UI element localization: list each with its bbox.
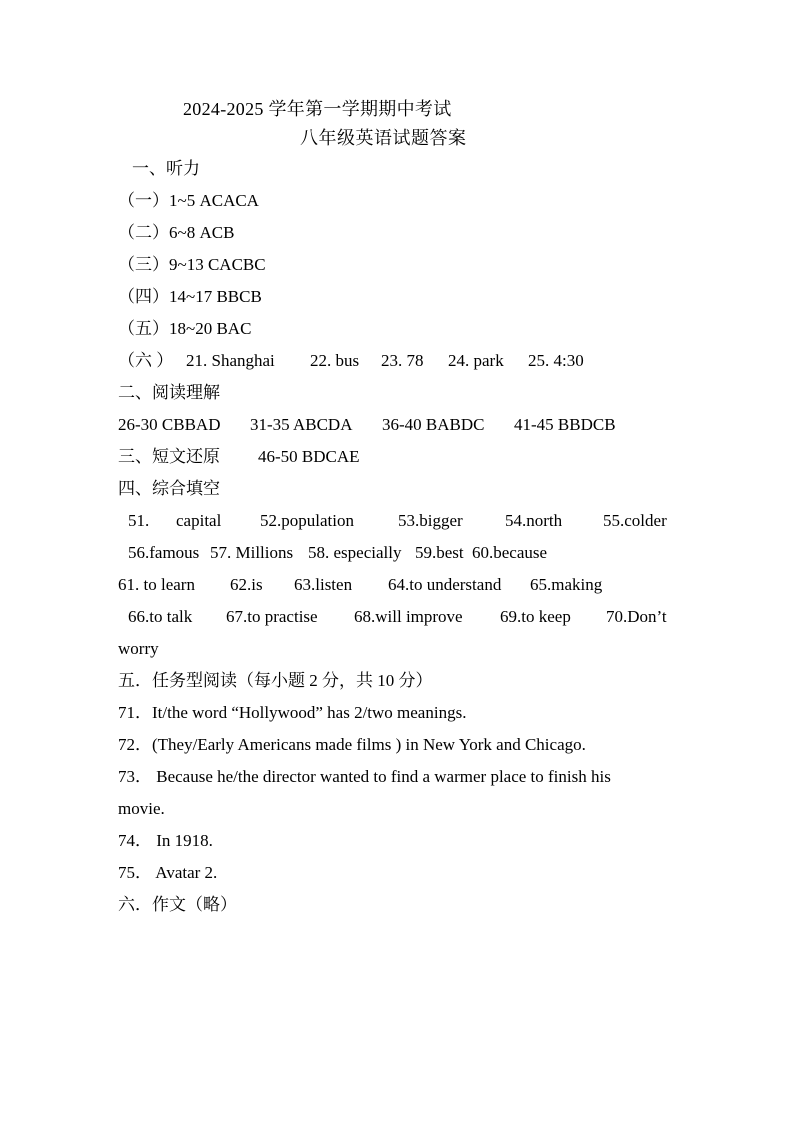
- listening-part-3: （三）9~13 CACBC: [118, 255, 266, 274]
- answer-25: 25. 4:30: [528, 351, 584, 370]
- cloze-answer: 56.famous: [128, 543, 200, 562]
- task-answer-73-line-1: 73． Because he/the director wanted to find a warmer place to finish his: [118, 767, 611, 786]
- task-answer-73-line-2: movie.: [118, 799, 165, 818]
- cloze-answer: 68.will improve: [354, 607, 463, 626]
- page-title: 2024-2025 学年第一学期期中考试: [183, 99, 452, 119]
- cloze-answer: 59.best: [415, 543, 464, 562]
- listening-part-4: （四）14~17 BBCB: [118, 287, 262, 306]
- listening-part-6-label: （六 ）: [118, 351, 174, 370]
- cloze-answer: 52.population: [260, 511, 354, 530]
- reading-group-4: 41-45 BBDCB: [514, 415, 616, 434]
- listening-part-2: （二）6~8 ACB: [118, 223, 235, 242]
- cloze-answer: 55.colder: [603, 511, 667, 530]
- task-answer-72: 72．(They/Early Americans made films ) in New York and Chicago.: [118, 735, 586, 754]
- section-heading-cloze: 四、综合填空: [118, 479, 220, 498]
- cloze-answer: 65.making: [530, 575, 603, 594]
- cloze-answer: 61. to learn: [118, 575, 195, 594]
- listening-part-5: （五）18~20 BAC: [118, 319, 252, 338]
- cloze-answer: 69.to keep: [500, 607, 571, 626]
- page-subtitle: 八年级英语试题答案: [300, 128, 467, 148]
- answer-22: 22. bus: [310, 351, 360, 370]
- cloze-answer: 64.to understand: [388, 575, 502, 594]
- task-answer-75: 75． Avatar 2.: [118, 863, 218, 882]
- section-heading-task-reading: 五．任务型阅读（每小题 2 分，共 10 分）: [118, 671, 433, 690]
- reading-group-3: 36-40 BABDC: [382, 415, 485, 434]
- cloze-row-5: worry: [118, 639, 159, 658]
- task-answer-74: 74． In 1918.: [118, 831, 213, 850]
- reading-group-2: 31-35 ABCDA: [250, 415, 353, 434]
- cloze-answer: 53.bigger: [398, 511, 463, 530]
- section-heading-reading: 二、阅读理解: [118, 383, 220, 402]
- reading-group-1: 26-30 CBBAD: [118, 415, 221, 434]
- cloze-answer: 60.because: [472, 543, 548, 562]
- answer-24: 24. park: [448, 351, 504, 370]
- section-heading-writing: 六．作文（略）: [118, 895, 237, 914]
- cloze-answer: 58. especially: [308, 543, 402, 562]
- answer-23: 23. 78: [381, 351, 424, 370]
- sentence-completion-answers: 46-50 BDCAE: [258, 447, 360, 466]
- section-heading-listening: 一、听力: [132, 159, 200, 178]
- cloze-answer: 66.to talk: [128, 607, 193, 626]
- cloze-answer: capital: [176, 511, 222, 530]
- cloze-answer: 51.: [128, 511, 150, 530]
- cloze-answer: 63.listen: [294, 575, 353, 594]
- cloze-answer: 54.north: [505, 511, 563, 530]
- cloze-answer: 67.to practise: [226, 607, 318, 626]
- task-answer-71: 71．It/the word “Hollywood” has 2/two meanings.: [118, 703, 467, 722]
- listening-part-1: （一）1~5 ACACA: [118, 191, 259, 210]
- cloze-answer: 62.is: [230, 575, 263, 594]
- cloze-answer: 70.Don’t: [606, 607, 667, 626]
- answer-21: 21. Shanghai: [186, 351, 275, 370]
- cloze-answer: 57. Millions: [210, 543, 294, 562]
- section-heading-sentence-completion: 三、短文还原: [118, 447, 220, 466]
